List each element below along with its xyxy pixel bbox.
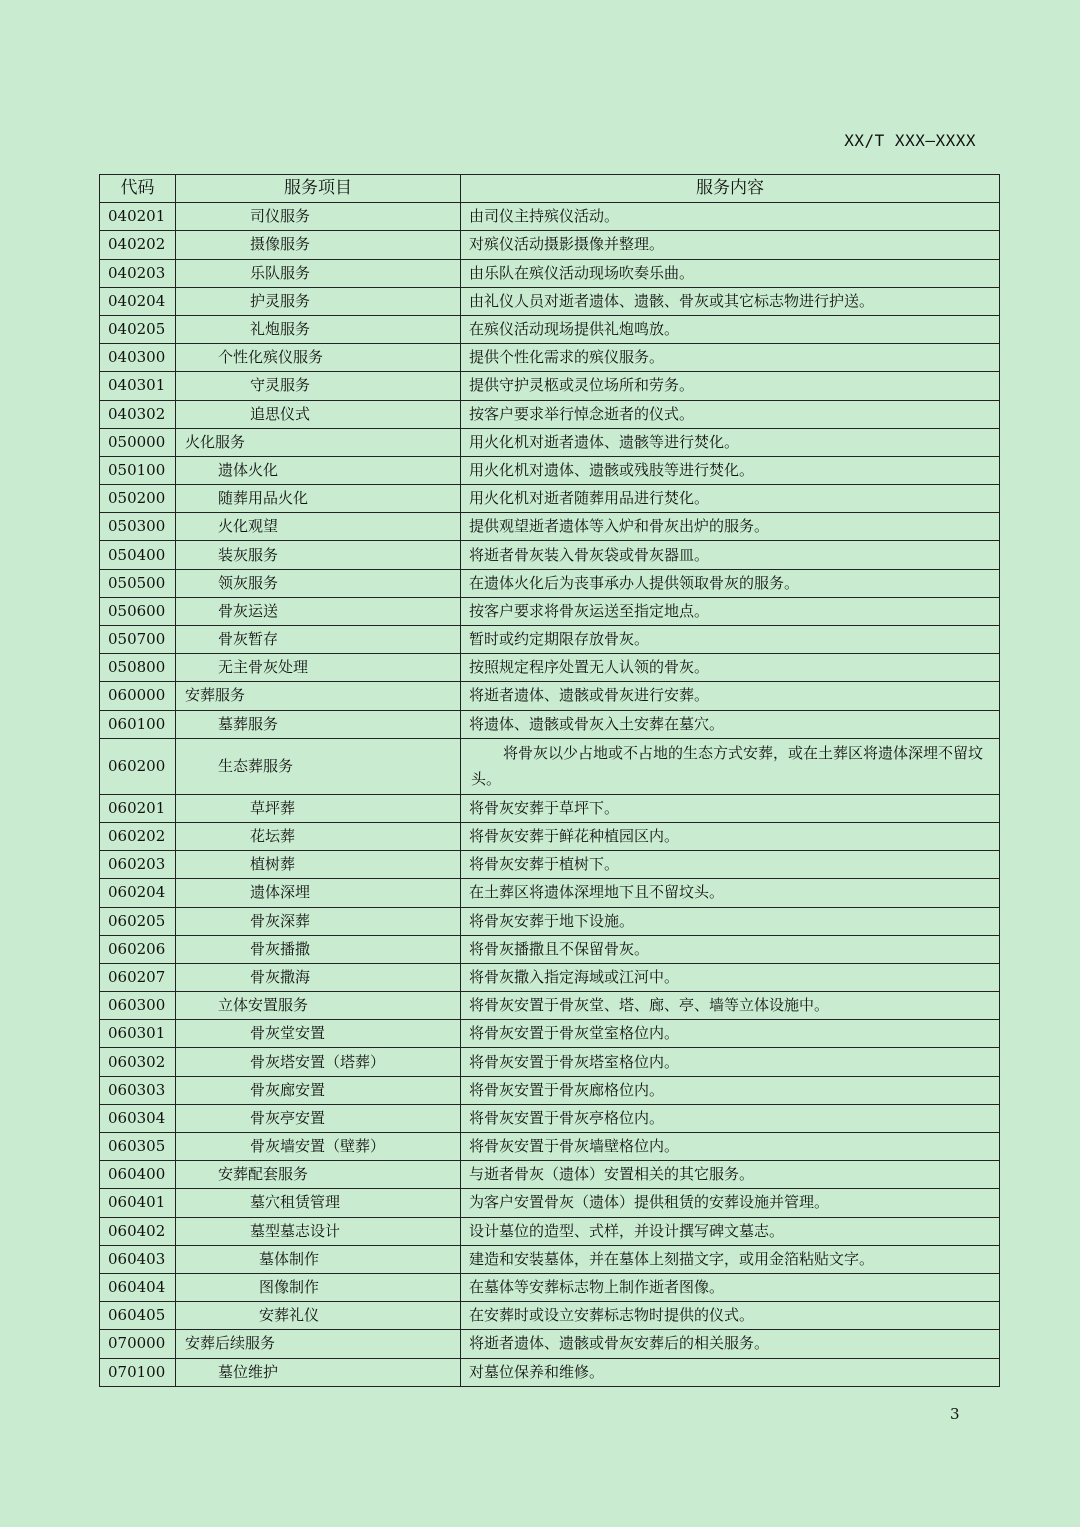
table-row xyxy=(100,287,1000,315)
cell-service-content: 为客户安置骨灰（遗体）提供租赁的安葬设施并管理。 xyxy=(461,1189,1000,1217)
cell-service-item: 图像制作 xyxy=(176,1273,461,1301)
cell-code: 070100 xyxy=(100,1358,176,1386)
table-row xyxy=(100,907,1000,935)
cell-code: 050000 xyxy=(100,428,176,456)
cell-service-item: 骨灰暂存 xyxy=(176,626,461,654)
cell-service-content: 在墓体等安葬标志物上制作逝者图像。 xyxy=(461,1273,1000,1301)
cell-service-content: 将骨灰播撒且不保留骨灰。 xyxy=(461,935,1000,963)
cell-code: 050200 xyxy=(100,485,176,513)
table-row xyxy=(100,569,1000,597)
cell-service-content: 将骨灰安葬于草坪下。 xyxy=(461,794,1000,822)
cell-code: 040205 xyxy=(100,315,176,343)
table-row xyxy=(100,456,1000,484)
cell-service-content: 用火化机对逝者遗体、遗骸等进行焚化。 xyxy=(461,428,1000,456)
cell-code: 040202 xyxy=(100,231,176,259)
cell-service-content: 用火化机对逝者随葬用品进行焚化。 xyxy=(461,485,1000,513)
column-header-code: 代码 xyxy=(100,175,176,203)
page-number: 3 xyxy=(950,1405,960,1423)
cell-code: 060301 xyxy=(100,1020,176,1048)
cell-service-item: 墓体制作 xyxy=(176,1245,461,1273)
cell-code: 060402 xyxy=(100,1217,176,1245)
cell-code: 060203 xyxy=(100,851,176,879)
cell-service-content: 将骨灰撒入指定海域或江河中。 xyxy=(461,963,1000,991)
cell-service-content: 将骨灰安置于骨灰堂室格位内。 xyxy=(461,1020,1000,1048)
table-row xyxy=(100,963,1000,991)
service-table xyxy=(99,174,1000,1387)
table-row xyxy=(100,822,1000,850)
cell-code: 060205 xyxy=(100,907,176,935)
table-row xyxy=(100,794,1000,822)
cell-service-content: 将骨灰以少占地或不占地的生态方式安葬，或在土葬区将遗体深埋不留坟头。 xyxy=(461,738,1000,794)
table-row xyxy=(100,315,1000,343)
cell-service-content: 将骨灰安置于骨灰亭格位内。 xyxy=(461,1104,1000,1132)
table-row xyxy=(100,597,1000,625)
cell-code: 050700 xyxy=(100,626,176,654)
cell-code: 060300 xyxy=(100,992,176,1020)
table-body xyxy=(100,203,1000,1387)
cell-service-item: 安葬后续服务 xyxy=(176,1330,461,1358)
cell-service-content: 提供观望逝者遗体等入炉和骨灰出炉的服务。 xyxy=(461,513,1000,541)
cell-service-content: 对殡仪活动摄影摄像并整理。 xyxy=(461,231,1000,259)
cell-code: 060303 xyxy=(100,1076,176,1104)
cell-code: 060100 xyxy=(100,710,176,738)
cell-service-content: 由乐队在殡仪活动现场吹奏乐曲。 xyxy=(461,259,1000,287)
table-row xyxy=(100,879,1000,907)
cell-service-item: 植树葬 xyxy=(176,851,461,879)
cell-service-item: 墓穴租赁管理 xyxy=(176,1189,461,1217)
cell-code: 060400 xyxy=(100,1161,176,1189)
table-row xyxy=(100,1133,1000,1161)
cell-service-item: 个性化殡仪服务 xyxy=(176,344,461,372)
cell-service-content: 将骨灰安置于骨灰墙壁格位内。 xyxy=(461,1133,1000,1161)
cell-code: 050100 xyxy=(100,456,176,484)
cell-service-content: 由司仪主持殡仪活动。 xyxy=(461,203,1000,231)
cell-code: 040201 xyxy=(100,203,176,231)
cell-service-item: 骨灰堂安置 xyxy=(176,1020,461,1048)
cell-service-content: 用火化机对遗体、遗骸或残肢等进行焚化。 xyxy=(461,456,1000,484)
table-row xyxy=(100,485,1000,513)
cell-service-item: 墓型墓志设计 xyxy=(176,1217,461,1245)
cell-service-content: 将逝者骨灰装入骨灰袋或骨灰器皿。 xyxy=(461,541,1000,569)
cell-service-item: 礼炮服务 xyxy=(176,315,461,343)
cell-code: 040301 xyxy=(100,372,176,400)
cell-service-content: 将骨灰安置于骨灰廊格位内。 xyxy=(461,1076,1000,1104)
cell-code: 050600 xyxy=(100,597,176,625)
table-row xyxy=(100,1048,1000,1076)
cell-code: 060302 xyxy=(100,1048,176,1076)
cell-service-content: 由礼仪人员对逝者遗体、遗骸、骨灰或其它标志物进行护送。 xyxy=(461,287,1000,315)
cell-service-content: 将逝者遗体、遗骸或骨灰进行安葬。 xyxy=(461,682,1000,710)
cell-code: 060201 xyxy=(100,794,176,822)
table-row xyxy=(100,992,1000,1020)
table-row xyxy=(100,1161,1000,1189)
cell-service-item: 立体安置服务 xyxy=(176,992,461,1020)
cell-service-item: 草坪葬 xyxy=(176,794,461,822)
table-row xyxy=(100,1104,1000,1132)
cell-service-item: 护灵服务 xyxy=(176,287,461,315)
cell-service-content: 将骨灰安置于骨灰堂、塔、廊、亭、墙等立体设施中。 xyxy=(461,992,1000,1020)
table-row xyxy=(100,851,1000,879)
cell-service-item: 乐队服务 xyxy=(176,259,461,287)
table-row xyxy=(100,1217,1000,1245)
cell-service-item: 守灵服务 xyxy=(176,372,461,400)
table-row xyxy=(100,682,1000,710)
cell-service-content: 提供守护灵柩或灵位场所和劳务。 xyxy=(461,372,1000,400)
cell-service-item: 无主骨灰处理 xyxy=(176,654,461,682)
cell-service-content: 在遗体火化后为丧事承办人提供领取骨灰的服务。 xyxy=(461,569,1000,597)
column-header-content: 服务内容 xyxy=(461,175,1000,203)
table-row xyxy=(100,513,1000,541)
cell-service-item: 骨灰运送 xyxy=(176,597,461,625)
cell-code: 060207 xyxy=(100,963,176,991)
table-row xyxy=(100,1189,1000,1217)
cell-service-content: 将骨灰安置于骨灰塔室格位内。 xyxy=(461,1048,1000,1076)
cell-service-item: 骨灰深葬 xyxy=(176,907,461,935)
cell-code: 060304 xyxy=(100,1104,176,1132)
table-row xyxy=(100,1330,1000,1358)
cell-code: 060305 xyxy=(100,1133,176,1161)
cell-service-item: 遗体火化 xyxy=(176,456,461,484)
cell-service-item: 墓位维护 xyxy=(176,1358,461,1386)
cell-service-content: 提供个性化需求的殡仪服务。 xyxy=(461,344,1000,372)
cell-service-item: 骨灰撒海 xyxy=(176,963,461,991)
cell-code: 060206 xyxy=(100,935,176,963)
cell-service-item: 骨灰墙安置（壁葬） xyxy=(176,1133,461,1161)
table-row xyxy=(100,1076,1000,1104)
cell-service-item: 火化观望 xyxy=(176,513,461,541)
cell-service-item: 领灰服务 xyxy=(176,569,461,597)
cell-service-item: 随葬用品火化 xyxy=(176,485,461,513)
cell-code: 060401 xyxy=(100,1189,176,1217)
cell-code: 040204 xyxy=(100,287,176,315)
cell-service-content: 将骨灰安葬于地下设施。 xyxy=(461,907,1000,935)
table-row xyxy=(100,344,1000,372)
cell-service-item: 火化服务 xyxy=(176,428,461,456)
cell-service-content: 在土葬区将遗体深埋地下且不留坟头。 xyxy=(461,879,1000,907)
cell-service-item: 墓葬服务 xyxy=(176,710,461,738)
cell-code: 060204 xyxy=(100,879,176,907)
cell-service-content: 按客户要求举行悼念逝者的仪式。 xyxy=(461,400,1000,428)
table-row xyxy=(100,738,1000,794)
table-row xyxy=(100,1358,1000,1386)
cell-service-item: 骨灰亭安置 xyxy=(176,1104,461,1132)
table-row xyxy=(100,428,1000,456)
cell-service-content: 按客户要求将骨灰运送至指定地点。 xyxy=(461,597,1000,625)
cell-service-item: 骨灰播撒 xyxy=(176,935,461,963)
cell-service-item: 安葬服务 xyxy=(176,682,461,710)
table-header-row xyxy=(100,175,1000,203)
cell-service-item: 生态葬服务 xyxy=(176,738,461,794)
cell-code: 060404 xyxy=(100,1273,176,1301)
cell-code: 060000 xyxy=(100,682,176,710)
cell-code: 060403 xyxy=(100,1245,176,1273)
table-row xyxy=(100,626,1000,654)
table-row xyxy=(100,400,1000,428)
table-row xyxy=(100,259,1000,287)
cell-code: 050500 xyxy=(100,569,176,597)
cell-code: 040203 xyxy=(100,259,176,287)
cell-service-content: 在安葬时或设立安葬标志物时提供的仪式。 xyxy=(461,1302,1000,1330)
cell-service-content: 在殡仪活动现场提供礼炮鸣放。 xyxy=(461,315,1000,343)
table-row xyxy=(100,1302,1000,1330)
cell-service-item: 装灰服务 xyxy=(176,541,461,569)
table-row xyxy=(100,231,1000,259)
cell-service-content: 将遗体、遗骸或骨灰入土安葬在墓穴。 xyxy=(461,710,1000,738)
cell-service-item: 司仪服务 xyxy=(176,203,461,231)
table-row xyxy=(100,1020,1000,1048)
cell-code: 050800 xyxy=(100,654,176,682)
cell-code: 060202 xyxy=(100,822,176,850)
cell-service-item: 追思仪式 xyxy=(176,400,461,428)
cell-code: 040300 xyxy=(100,344,176,372)
standard-code: XX/T XXX—XXXX xyxy=(844,131,976,150)
table-row xyxy=(100,203,1000,231)
cell-service-content: 暂时或约定期限存放骨灰。 xyxy=(461,626,1000,654)
cell-code: 070000 xyxy=(100,1330,176,1358)
table-row xyxy=(100,372,1000,400)
cell-service-content: 建造和安装墓体，并在墓体上刻描文字，或用金箔粘贴文字。 xyxy=(461,1245,1000,1273)
cell-service-item: 骨灰廊安置 xyxy=(176,1076,461,1104)
cell-code: 050400 xyxy=(100,541,176,569)
cell-service-content: 对墓位保养和维修。 xyxy=(461,1358,1000,1386)
cell-code: 060405 xyxy=(100,1302,176,1330)
table-row xyxy=(100,710,1000,738)
cell-code: 040302 xyxy=(100,400,176,428)
cell-code: 050300 xyxy=(100,513,176,541)
table-row xyxy=(100,1245,1000,1273)
cell-service-content: 将逝者遗体、遗骸或骨灰安葬后的相关服务。 xyxy=(461,1330,1000,1358)
cell-service-content: 与逝者骨灰（遗体）安置相关的其它服务。 xyxy=(461,1161,1000,1189)
cell-service-content: 将骨灰安葬于鲜花种植园区内。 xyxy=(461,822,1000,850)
cell-service-item: 骨灰塔安置（塔葬） xyxy=(176,1048,461,1076)
cell-service-content: 按照规定程序处置无人认领的骨灰。 xyxy=(461,654,1000,682)
cell-service-content: 设计墓位的造型、式样，并设计撰写碑文墓志。 xyxy=(461,1217,1000,1245)
table-row xyxy=(100,1273,1000,1301)
cell-service-item: 摄像服务 xyxy=(176,231,461,259)
column-header-item: 服务项目 xyxy=(176,175,461,203)
table-row xyxy=(100,935,1000,963)
table-row xyxy=(100,654,1000,682)
cell-service-item: 遗体深埋 xyxy=(176,879,461,907)
cell-code: 060200 xyxy=(100,738,176,794)
cell-service-content: 将骨灰安葬于植树下。 xyxy=(461,851,1000,879)
cell-service-item: 花坛葬 xyxy=(176,822,461,850)
cell-service-item: 安葬配套服务 xyxy=(176,1161,461,1189)
table-row xyxy=(100,541,1000,569)
cell-service-item: 安葬礼仪 xyxy=(176,1302,461,1330)
